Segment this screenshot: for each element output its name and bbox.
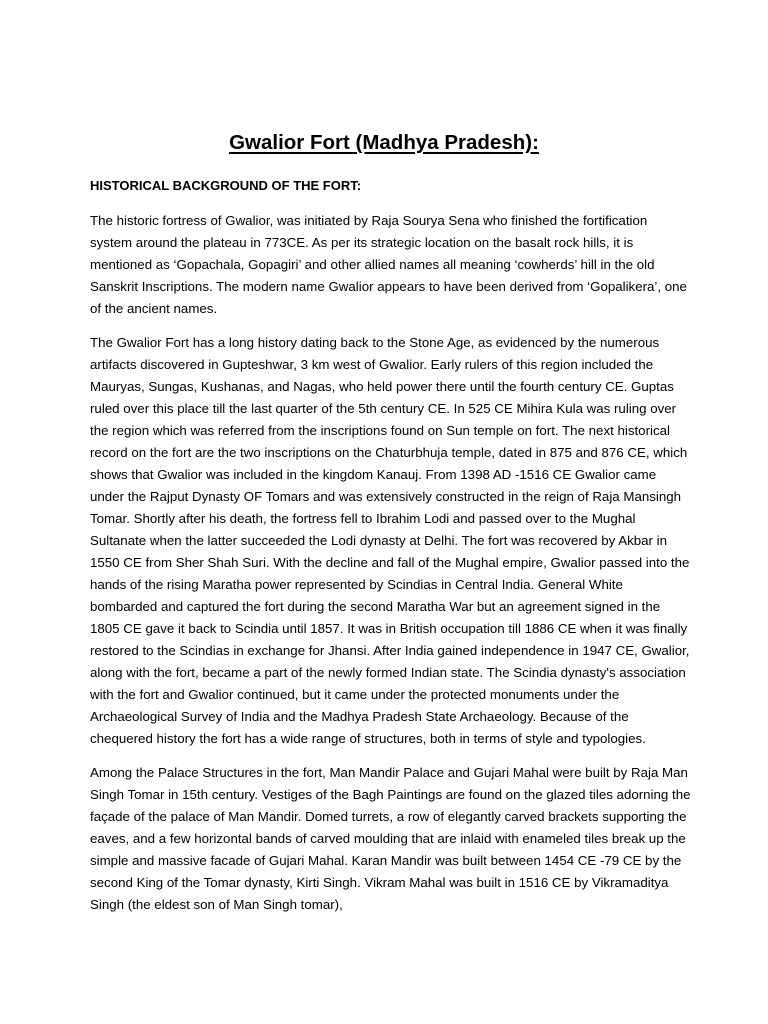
paragraph-1: The historic fortress of Gwalior, was initiated by Raja Sourya Sena who finished the fortification system around the plateau in 773CE. As per its strategic location on the basalt rock hills, it is mentioned as ‘Gopachala, Gopagiri’ and other allied names all meaning ‘cowherds’ hill in the old Sanskrit Inscriptions. The modern name Gwalior appears to have been derived from ‘Gopalikera’, one of the ancient names. (90, 213, 687, 316)
paragraph-3: Among the Palace Structures in the fort, Man Mandir Palace and Gujari Mahal were built by Raja Man Singh Tomar in 15th century. Vestiges of the Bagh Paintings are found on the glazed tiles adorning the façade of the palace of Man Mandir. Domed turrets, a row of elegantly carved brackets supporting the eaves, and a few horizontal bands of carved moulding that are inlaid with enameled tiles break up the simple and massive facade of Gujari Mahal. Karan Mandir was built between 1454 CE -79 CE by the second King of the Tomar dynasty, Kirti Singh. Vikram Mahal was built in 1516 CE by Vikramaditya Singh (the eldest son of Man Singh tomar), (90, 765, 691, 912)
document-body (90, 175, 692, 928)
document-title: Gwalior Fort (Madhya Pradesh): (229, 131, 539, 154)
section-heading: HISTORICAL BACKGROUND OF THE FORT: (90, 178, 362, 193)
paragraph-2: The Gwalior Fort has a long history dating back to the Stone Age, as evidenced by the numerous artifacts discovered in Gupteshwar, 3 km west of Gwalior. Early rulers of this region included the Mauryas, Sungas, Kushanas, and Nagas, who held power there until the fourth century CE. Guptas ruled over this place till the last quarter of the 5th century CE. In 525 CE Mihira Kula was ruling over the region which was referred from the inscriptions found on Sun temple on fort. The next historical record on the fort are the two inscriptions on the Chaturbhuja temple, dated in 875 and 876 CE, which shows that Gwalior was included in the kingdom Kanauj. From 1398 AD -1516 CE Gwalior came under the Rajput Dynasty OF Tomars and was extensively constructed in the reign of Raja Mansingh Tomar. Shortly after his death, the fortress fell to Ibrahim Lodi and passed over to the Mughal Sultanate when the latter succeeded the Lodi dynasty at Delhi. The fort was recovered by Akbar in 1550 CE from Sher Shah Suri. With the decline and fall of the Mughal empire, Gwalior passed into the hands of the rising Maratha power represented by Scindias in Central India. General White bombarded and captured the fort during the second Maratha War but an agreement signed in the 1805 CE gave it back to Scindia until 1857. It was in British occupation till 1886 CE when it was finally restored to the Scindias in exchange for Jhansi. After India gained independence in 1947 CE, Gwalior, along with the fort, became a part of the newly formed Indian state. The Scindia dynasty's association with the fort and Gwalior continued, but it came under the protected monuments under the Archaeological Survey of India and the Madhya Pradesh State Archaeology. Because of the chequered history the fort has a wide range of structures, both in terms of style and typologies. (90, 335, 690, 746)
